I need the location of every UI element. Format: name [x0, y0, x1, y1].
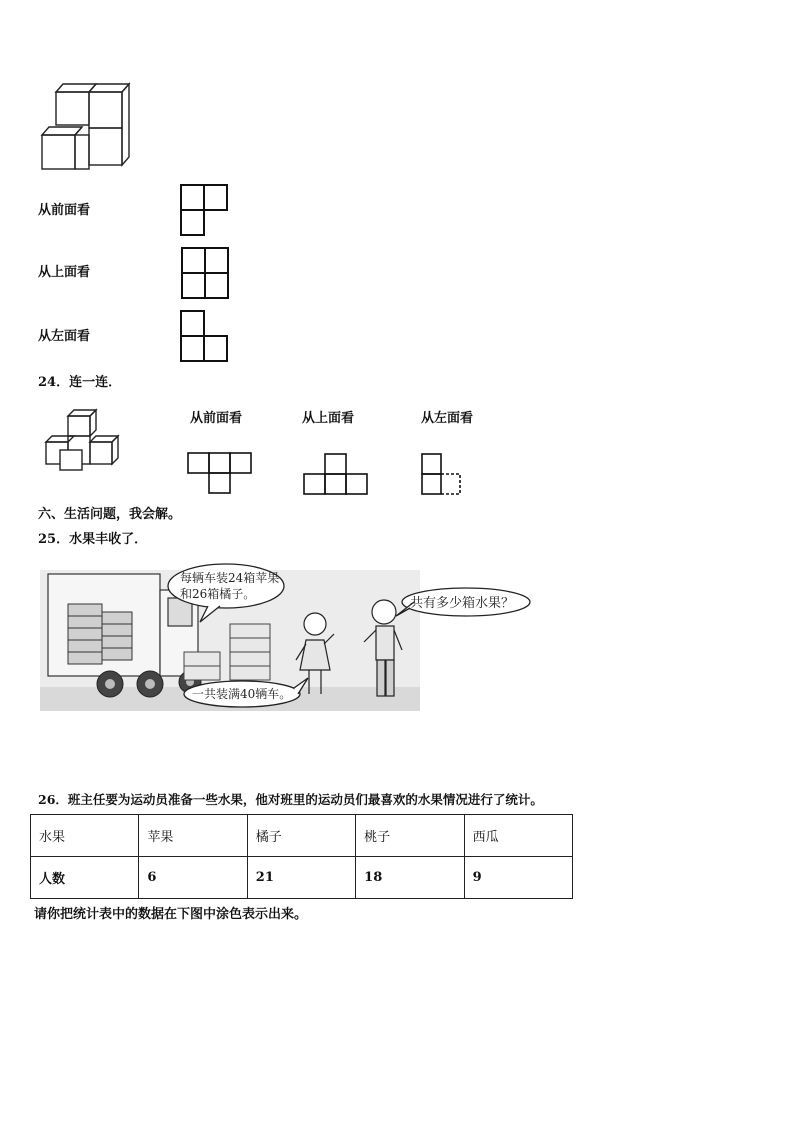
bubble-total: 一共装满40辆车。 [192, 687, 292, 701]
q25-title: 25．水果丰收了． [38, 532, 148, 547]
view-label-front: 从前面看 [38, 203, 91, 218]
table-cell: 西瓜 [464, 815, 572, 857]
table-cell: 桃子 [356, 815, 464, 857]
q24-option-l-shape [421, 453, 467, 497]
q24-option-inverted-t [303, 453, 369, 497]
table-cell: 人数 [31, 857, 139, 899]
table-cell: 18 [356, 857, 464, 899]
bubble-question: 共有多少箱水果？ [410, 596, 515, 611]
q25-illustration [40, 562, 580, 718]
q24-option-t-shape [187, 452, 253, 496]
view-label-left: 从左面看 [38, 329, 91, 344]
table-cell: 水果 [31, 815, 139, 857]
table-cell: 21 [247, 857, 355, 899]
table-row [31, 815, 573, 857]
table-cell: 苹果 [139, 815, 247, 857]
q26-title: 26．班主任要为运动员准备一些水果，他对班里的运动员们最喜欢的水果情况进行了统计。 [38, 792, 543, 807]
table-cell: 橘子 [247, 815, 355, 857]
left-view-grid [180, 310, 230, 364]
q24-cube-figure [42, 408, 126, 472]
bubble-truck-line2: 和26箱橘子。 [180, 587, 256, 601]
q24-title: 24．连一连． [38, 375, 122, 390]
q24-label-left: 从左面看 [421, 411, 474, 426]
fruit-stats-table [30, 814, 573, 899]
q24-label-front: 从前面看 [190, 411, 243, 426]
view-label-top: 从上面看 [38, 265, 91, 280]
bubble-truck-line1: 每辆车装24箱苹果 [180, 571, 280, 585]
table-row [31, 857, 573, 899]
front-view-grid [180, 184, 230, 238]
q24-label-top: 从上面看 [302, 411, 355, 426]
q26-instruction: 请你把统计表中的数据在下图中涂色表示出来。 [34, 907, 308, 922]
top-view-grid [180, 246, 232, 302]
table-cell: 9 [464, 857, 572, 899]
cube-stack-figure [38, 80, 133, 172]
section-6-title: 六、生活问题，我会解。 [38, 507, 182, 522]
table-cell: 6 [139, 857, 247, 899]
